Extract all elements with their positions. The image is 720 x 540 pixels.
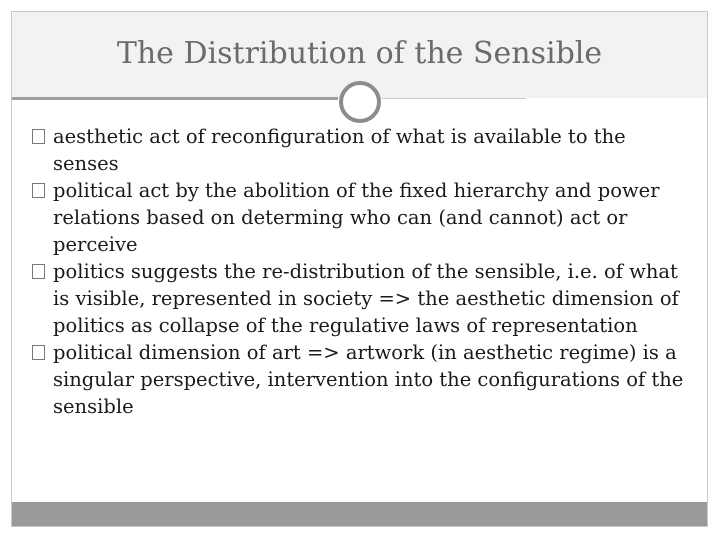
slide-title: The Distribution of the Sensible — [116, 36, 603, 71]
bullet-text: political dimension of art => artwork (in aesthetic regime) is a singular perspective, intervention into the configurations of the sensible — [53, 341, 684, 418]
bullet-text: aesthetic act of reconfiguration of what is available to the senses — [53, 125, 626, 175]
bullet-text: politics suggests the re-distribution of the sensible, i.e. of what is visible, represented in society => the aesthetic dimension of politics as collapse of the regulative laws of representation — [53, 260, 679, 337]
bullet-text: political act by the abolition of the fixed hierarchy and power relations based on determing who can (and cannot) act or perceive — [53, 179, 660, 256]
slide-frame — [11, 11, 708, 527]
